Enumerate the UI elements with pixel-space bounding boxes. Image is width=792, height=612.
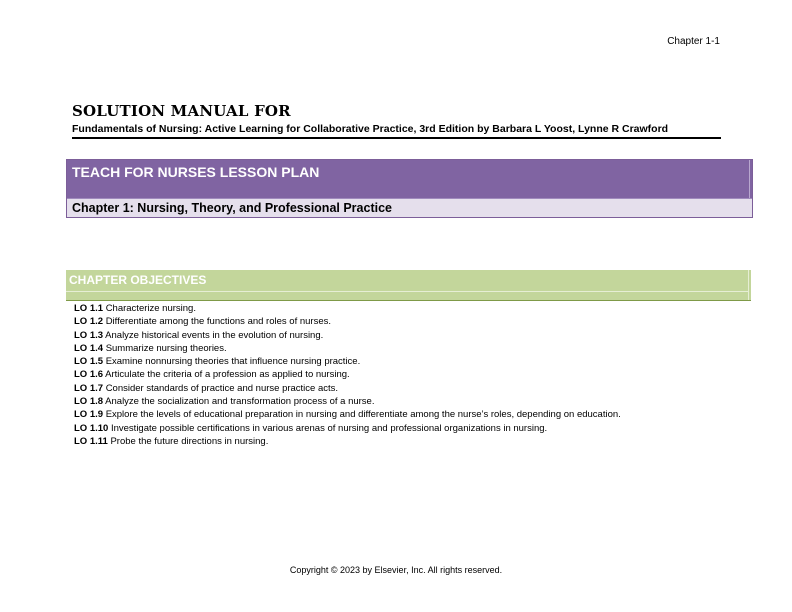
copyright-footer: Copyright © 2023 by Elsevier, Inc. All rights reserved. <box>289 565 503 575</box>
objective-text: Explore the levels of educational preparation in nursing and differentiate among the nurse’s roles, depending on education. <box>105 409 621 421</box>
objective-code: LO 1.7 <box>74 382 104 394</box>
list-item <box>74 395 621 408</box>
objective-text: Articulate the criteria of a profession as applied to nursing. <box>105 369 350 381</box>
objective-text: Investigate possible certifications in various arenas of nursing and professional organizations in nursing. <box>110 422 548 434</box>
cell-divider <box>748 270 749 300</box>
objective-text: Summarize nursing theories. <box>105 342 227 354</box>
list-item <box>74 315 621 328</box>
chapter-objectives-label: CHAPTER OBJECTIVES <box>69 273 207 287</box>
list-item <box>74 329 621 342</box>
objective-text: Consider standards of practice and nurse practice acts. <box>105 382 339 394</box>
learning-objectives-list <box>74 302 621 448</box>
lesson-plan-title: TEACH FOR NURSES LESSON PLAN <box>72 164 320 180</box>
list-item <box>74 408 621 421</box>
objective-code: LO 1.3 <box>74 329 104 341</box>
objective-code: LO 1.5 <box>74 356 104 368</box>
objective-code: LO 1.9 <box>74 409 104 421</box>
lesson-plan-header <box>67 160 752 198</box>
objective-text: Probe the future directions in nursing. <box>110 435 269 447</box>
objective-code: LO 1.4 <box>74 342 104 354</box>
list-item <box>74 422 621 435</box>
objective-code: LO 1.1 <box>74 303 104 314</box>
cell-divider <box>66 291 749 292</box>
list-item <box>74 382 621 395</box>
objective-code: LO 1.8 <box>74 396 104 408</box>
objective-code: LO 1.6 <box>74 369 104 381</box>
objective-text: Characterize nursing. <box>105 303 196 314</box>
page-header: Chapter 1-1 <box>667 36 720 47</box>
objective-text: Analyze the socialization and transformation process of a nurse. <box>105 396 375 408</box>
manual-title: SOLUTION MANUAL FOR <box>72 102 291 120</box>
title-block <box>72 101 721 139</box>
list-item <box>74 368 621 381</box>
book-subtitle: Fundamentals of Nursing: Active Learning for Collaborative Practice, 3rd Edition by Barbara L Yoost, Lynne R Crawford <box>72 121 721 139</box>
list-item <box>74 435 621 448</box>
cell-divider <box>749 160 750 198</box>
objective-text: Analyze historical events in the evolution of nursing. <box>105 329 324 341</box>
objective-text: Examine nonnursing theories that influence nursing practice. <box>105 356 361 368</box>
objective-code: LO 1.2 <box>74 316 104 328</box>
list-item <box>74 355 621 368</box>
objective-code: LO 1.11 <box>74 435 108 447</box>
lesson-plan-box <box>66 159 753 218</box>
objective-text: Differentiate among the functions and roles of nurses. <box>105 316 332 328</box>
chapter-objectives-header <box>66 270 751 301</box>
list-item <box>74 342 621 355</box>
objective-code: LO 1.10 <box>74 422 109 434</box>
chapter-title: Chapter 1: Nursing, Theory, and Professional Practice <box>67 198 752 217</box>
list-item <box>74 302 621 315</box>
